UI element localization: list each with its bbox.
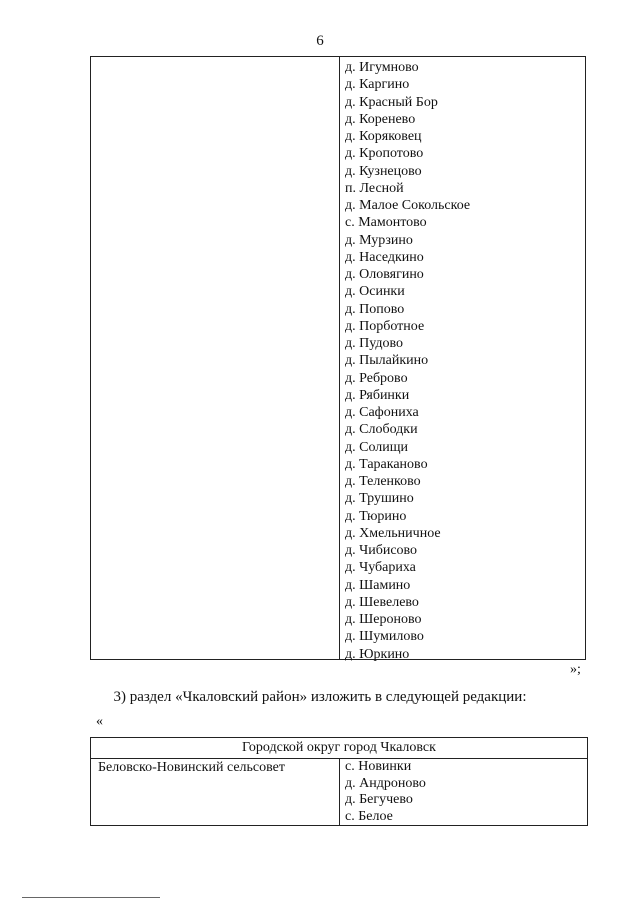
settlement-item: д. Оловягино xyxy=(345,267,424,282)
settlement-item: д. Мурзино xyxy=(345,232,413,248)
settlement-item: д. Трушино xyxy=(345,491,414,507)
settlement-item: д. Чибисово xyxy=(345,543,418,558)
settlement-item: д. Андроново xyxy=(345,775,426,791)
settlement-item: д. Теленково xyxy=(345,474,421,489)
settlement-item: д. Малое Сокольское xyxy=(345,198,471,213)
settlement-item: с. Новинки xyxy=(345,759,412,774)
settlement-item: д. Пудово xyxy=(345,336,403,351)
settlement-item: д. Слободки xyxy=(345,422,418,438)
settlement-item: д. Тюрино xyxy=(345,508,407,524)
settlement-item: д. Шумилово xyxy=(345,629,424,645)
settlement-item: д. Игумново xyxy=(345,60,419,75)
settlement-item: д. Красный Бор xyxy=(345,94,438,110)
settlement-item: д. Хмельничное xyxy=(345,525,441,541)
settlements-table-continued xyxy=(90,56,586,660)
settlement-item: д. Осинки xyxy=(345,284,405,300)
table-header-okrug: Городской округ город Чкаловск xyxy=(91,738,587,759)
settlement-item: д. Каргино xyxy=(345,77,410,93)
settlement-item: д. Рябинки xyxy=(345,387,410,403)
instruction-paragraph: 3) раздел «Чкаловский район» изложить в следующей редакции: xyxy=(113,689,527,705)
settlement-item: д. Юркино xyxy=(345,646,410,662)
settlement-item: д. Коренево xyxy=(345,111,416,127)
settlement-item: д. Бегучево xyxy=(345,792,413,807)
settlement-item: д. Наседкино xyxy=(345,249,424,265)
settlement-item: д. Попово xyxy=(345,301,405,317)
settlement-item: с. Мамонтово xyxy=(345,215,427,231)
council-name: Беловско-Новинский сельсовет xyxy=(98,760,285,775)
page-number: 6 xyxy=(316,33,324,49)
column-divider xyxy=(339,57,340,659)
settlement-item: д. Кузнецово xyxy=(345,163,422,179)
settlement-list xyxy=(345,59,470,663)
settlement-item: д. Сафониха xyxy=(345,405,419,420)
closing-quote: »; xyxy=(570,662,581,677)
chkalovsk-district-table xyxy=(90,737,588,826)
settlement-item: д. Солищи xyxy=(345,439,409,455)
column-divider xyxy=(339,758,340,825)
footer-rule xyxy=(22,897,160,898)
settlement-item: д. Реброво xyxy=(345,370,408,386)
settlement-item: д. Чубариха xyxy=(345,560,416,576)
settlement-item: д. Тараканово xyxy=(345,456,428,472)
settlement-list xyxy=(345,759,426,825)
opening-quote: « xyxy=(96,714,103,729)
settlement-item: д. Шероново xyxy=(345,612,422,627)
settlement-item: д. Шевелево xyxy=(345,594,419,610)
settlement-item: д. Пылайкино xyxy=(345,353,429,369)
settlement-item: д. Порботное xyxy=(345,318,425,334)
settlement-item: с. Белое xyxy=(345,808,393,824)
settlement-item: д. Шамино xyxy=(345,577,411,593)
settlement-item: д. Кропотово xyxy=(345,146,424,162)
settlement-item: д. Коряковец xyxy=(345,129,422,144)
settlement-item: п. Лесной xyxy=(345,180,404,196)
